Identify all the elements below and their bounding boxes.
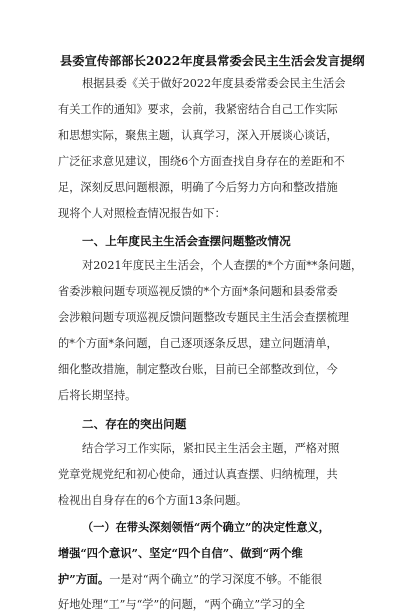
section1-line: 细化整改措施，制定整改台账，目前已全部整改到位，今 [58,363,338,376]
subsection-line: 好地处理“工”与“学”的问题，“两个确立”学习的全 [58,598,305,611]
section1-line: 会涉粮问题专项巡视反馈问题整改专题民主生活会查摆梳理 [58,311,349,324]
section2-line: 结合学习工作实际，紧扣民主生活会主题，严格对照 [82,442,340,455]
section1-line: 的*个方面*条问题，自己逐项逐条反思，建立问题清单， [58,337,338,350]
intro-line: 根据县委《关于做好2022年度县委常委会民主生活会 [82,77,346,90]
intro-line: 现将个人对照检查情况报告如下： [58,207,226,220]
section-heading-2: 二、存在的突出问题 [82,417,187,431]
subsection-body-start: 一是对“两个确立”的学习深度不够。不能很 [109,573,323,586]
intro-line: 有关工作的通知》要求，会前，我紧密结合自己工作实际 [58,103,338,116]
section-heading-1: 一、上年度民主生活会查摆问题整改情况 [82,234,291,248]
intro-line: 广泛征求意见建议，围绕6个方面查找自身存在的差距和不 [58,155,345,168]
section1-line: 省委涉粮问题专项巡视反馈的*个方面*条问题和县委常委 [58,285,338,298]
subsection-heading-line: （一）在带头深刻领悟“两个确立”的决定性意义， [82,520,330,534]
intro-line: 和思想实际，聚焦主题，认真学习，深入开展谈心谈话， [58,129,338,142]
section2-line: 党章党规党纪和初心使命，通过认真查摆、归纳梳理，共 [58,468,338,481]
section1-line: 后将长期坚持。 [58,389,137,402]
section1-line: 对2021年度民主生活会，个人查摆的*个方面**条问题， [82,259,363,272]
document-title: 县委宣传部部长2022年度县常委会民主生活会发言提纲 [60,54,365,68]
intro-line: 足，深刻反思问题根源，明确了今后努力方向和整改措施 [58,181,338,194]
section2-line: 检视出自身存在的6个方面13条问题。 [58,494,248,507]
subsection-heading-line: 增强“四个意识”、坚定“四个自信”、做到“两个维 [58,546,303,560]
subsection-heading-tail: 护”方面。 [58,572,110,586]
